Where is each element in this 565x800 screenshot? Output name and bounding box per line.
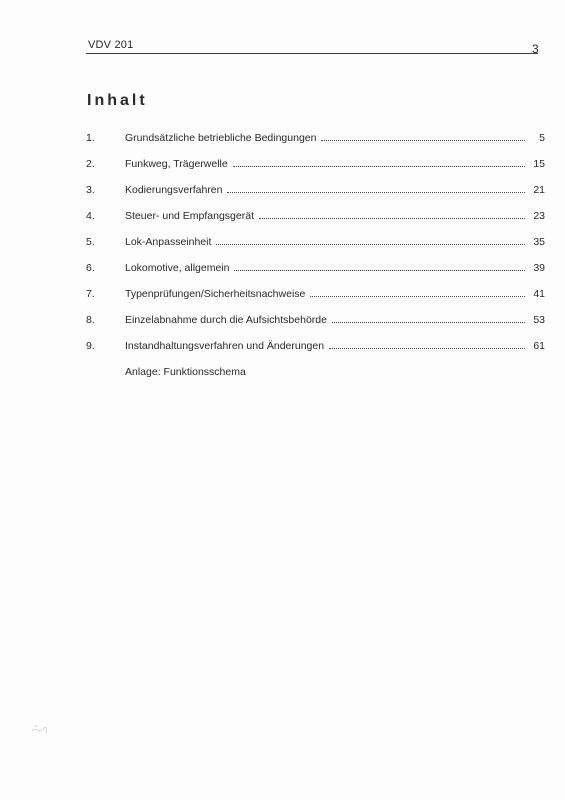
toc-entry-line bbox=[125, 339, 529, 353]
toc-entry-number: 1. bbox=[86, 132, 95, 144]
dot-leader bbox=[234, 261, 525, 271]
toc-entry-label: Funkweg, Trägerwelle bbox=[125, 158, 228, 170]
document-id: VDV 201 bbox=[88, 39, 134, 51]
toc-entry-number: 6. bbox=[86, 262, 95, 274]
toc-entry-line bbox=[125, 131, 529, 145]
dot-leader bbox=[321, 131, 525, 141]
dot-leader bbox=[216, 235, 525, 245]
toc-entry-page: 5 bbox=[539, 132, 545, 144]
toc-title: Inhalt bbox=[87, 92, 148, 109]
toc-entry[interactable] bbox=[86, 339, 545, 365]
table-of-contents bbox=[86, 131, 545, 383]
toc-entry[interactable] bbox=[86, 313, 545, 339]
toc-entry-page: 39 bbox=[533, 262, 545, 274]
header-rule bbox=[86, 53, 538, 54]
toc-entry-number: 3. bbox=[86, 184, 95, 196]
dot-leader bbox=[227, 183, 525, 193]
toc-entry[interactable] bbox=[86, 131, 545, 157]
toc-entry-line bbox=[125, 287, 529, 301]
toc-entry-label: Lokomotive, allgemein bbox=[125, 262, 230, 274]
toc-entry[interactable] bbox=[86, 209, 545, 235]
toc-entry-page: 15 bbox=[533, 158, 545, 170]
toc-entry-page: 21 bbox=[533, 184, 545, 196]
toc-entry-label: Kodierungsverfahren bbox=[125, 184, 223, 196]
scan-smudge-icon bbox=[30, 722, 48, 736]
toc-entry-page: 23 bbox=[533, 210, 545, 222]
toc-entry[interactable] bbox=[86, 183, 545, 209]
toc-entry-number: 7. bbox=[86, 288, 95, 300]
toc-entry[interactable] bbox=[86, 235, 545, 261]
dot-leader bbox=[329, 339, 525, 349]
toc-entry[interactable] bbox=[86, 287, 545, 313]
toc-entry-page: 35 bbox=[533, 236, 545, 248]
toc-entry-number: 9. bbox=[86, 340, 95, 352]
toc-entry-number: 5. bbox=[86, 236, 95, 248]
toc-annex-label: Anlage: Funktionsschema bbox=[125, 366, 246, 378]
toc-entry-number: 2. bbox=[86, 158, 95, 170]
dot-leader bbox=[259, 209, 525, 219]
toc-entry-line bbox=[125, 261, 529, 275]
toc-entry-line bbox=[125, 235, 529, 249]
toc-entry-label: Grundsätzliche betriebliche Bedingungen bbox=[125, 132, 317, 144]
toc-entry-label: Einzelabnahme durch die Aufsichtsbehörde bbox=[125, 314, 327, 326]
toc-entry-number: 8. bbox=[86, 314, 95, 326]
toc-entry[interactable] bbox=[86, 261, 545, 287]
toc-entry[interactable] bbox=[86, 157, 545, 183]
toc-entry-page: 53 bbox=[533, 314, 545, 326]
toc-entry-line bbox=[125, 209, 529, 223]
toc-entry-page: 41 bbox=[533, 288, 545, 300]
toc-entry-line bbox=[125, 157, 529, 171]
dot-leader bbox=[310, 287, 525, 297]
toc-entry-page: 61 bbox=[533, 340, 545, 352]
toc-entry-label: Typenprüfungen/Sicherheitsnachweise bbox=[125, 288, 306, 300]
dot-leader bbox=[233, 157, 525, 167]
toc-entry-line bbox=[125, 313, 529, 327]
toc-annex[interactable] bbox=[86, 365, 545, 383]
toc-entry-label: Steuer- und Empfangsgerät bbox=[125, 210, 254, 222]
toc-entry-label: Instandhaltungsverfahren und Änderungen bbox=[125, 340, 325, 352]
toc-entry-line bbox=[125, 183, 529, 197]
toc-entry-label: Lok-Anpasseinheit bbox=[125, 236, 212, 248]
page-number: 3 bbox=[532, 42, 539, 56]
toc-entry-number: 4. bbox=[86, 210, 95, 222]
dot-leader bbox=[332, 313, 525, 323]
